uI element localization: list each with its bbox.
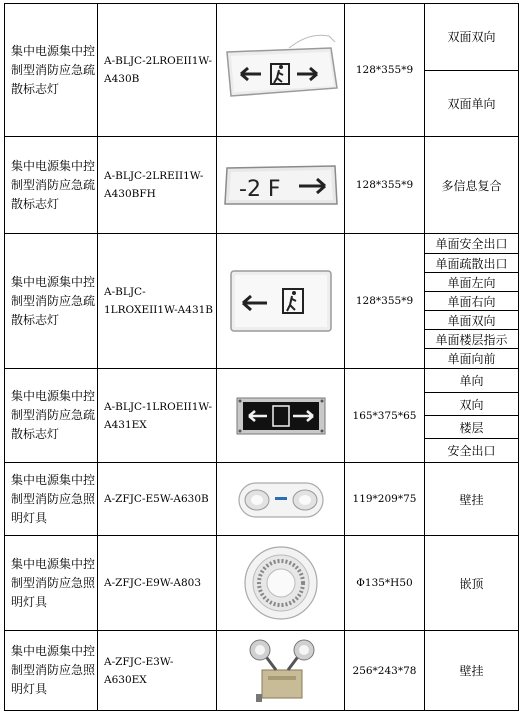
product-name: 集中电源集中控制型消防应急照明灯具 [5,536,98,631]
function-item: 双向 [425,393,518,416]
product-dimensions: 256*243*78 [345,631,425,711]
product-table [4,3,519,711]
function-item: 单面楼层指示 [425,330,518,349]
function-item: 安全出口 [447,443,496,458]
product-image [217,369,345,463]
product-model: A-BLJC-1LROXEII1W-A431B [98,234,217,369]
product-model: A-BLJC-1LROEII1W-A431EX [98,369,217,463]
product-dimensions: 128*355*9 [345,137,425,234]
function-item: 嵌顶 [425,536,519,631]
function-item: 单面疏散出口 [425,254,518,273]
floor-sign-image [221,160,341,210]
product-model: A-BLJC-2LREII1W-A430BFH [98,137,217,234]
product-dimensions: 165*375*65 [345,369,425,463]
table-row [5,234,519,369]
exit-sign-image [227,265,335,337]
table-row [5,137,519,234]
function-cell [425,369,519,463]
function-item: 单面双向 [425,311,518,330]
function-item: 单面安全出口 [425,235,518,254]
function-item: 单面向前 [447,351,496,366]
product-image [217,463,345,536]
exit-sign-image [219,30,343,110]
product-name: 集中电源集中控制型消防应急疏散标志灯 [5,137,98,234]
product-image [217,137,345,234]
table-row [5,463,519,536]
floor-sign-text: -2 F [238,177,281,202]
product-name: 集中电源集中控制型消防应急疏散标志灯 [5,234,98,369]
function-item: 单向 [425,370,518,393]
twin-head-light-image [233,471,329,527]
product-dimensions: Φ135*H50 [345,536,425,631]
product-model: A-ZFJC-E9W-A803 [98,536,217,631]
product-image [217,4,345,137]
function-item: 双面双向 [425,4,518,70]
function-cell [425,234,519,369]
product-model: A-ZFJC-E5W-A630B [98,463,217,536]
function-item: 壁挂 [425,631,519,711]
function-item: 壁挂 [425,463,519,536]
product-dimensions: 128*355*9 [345,234,425,369]
table-row [5,4,519,137]
product-model: A-BLJC-2LROEII1W-A430B [98,4,217,137]
product-name: 集中电源集中控制型消防应急照明灯具 [5,463,98,536]
product-dimensions: 128*355*9 [345,4,425,137]
function-cell [425,4,519,137]
function-item: 楼层 [425,416,518,439]
product-image [217,234,345,369]
table-row [5,631,519,711]
product-image [217,631,345,711]
function-item: 双面单向 [447,96,496,111]
product-name: 集中电源集中控制型消防应急疏散标志灯 [5,4,98,137]
function-item: 单面左向 [425,273,518,292]
table-row [5,369,519,463]
explosion-proof-sign-image [233,392,329,440]
product-dimensions: 119*209*75 [345,463,425,536]
ceiling-light-image [241,543,321,623]
twin-spot-light-image [236,636,326,706]
product-image [217,536,345,631]
function-item: 单面右向 [425,292,518,311]
product-model: A-ZFJC-E3W-A630EX [98,631,217,711]
product-name: 集中电源集中控制型消防应急照明灯具 [5,631,98,711]
table-row [5,536,519,631]
function-item: 多信息复合 [425,137,519,234]
product-name: 集中电源集中控制型消防应急疏散标志灯 [5,369,98,463]
